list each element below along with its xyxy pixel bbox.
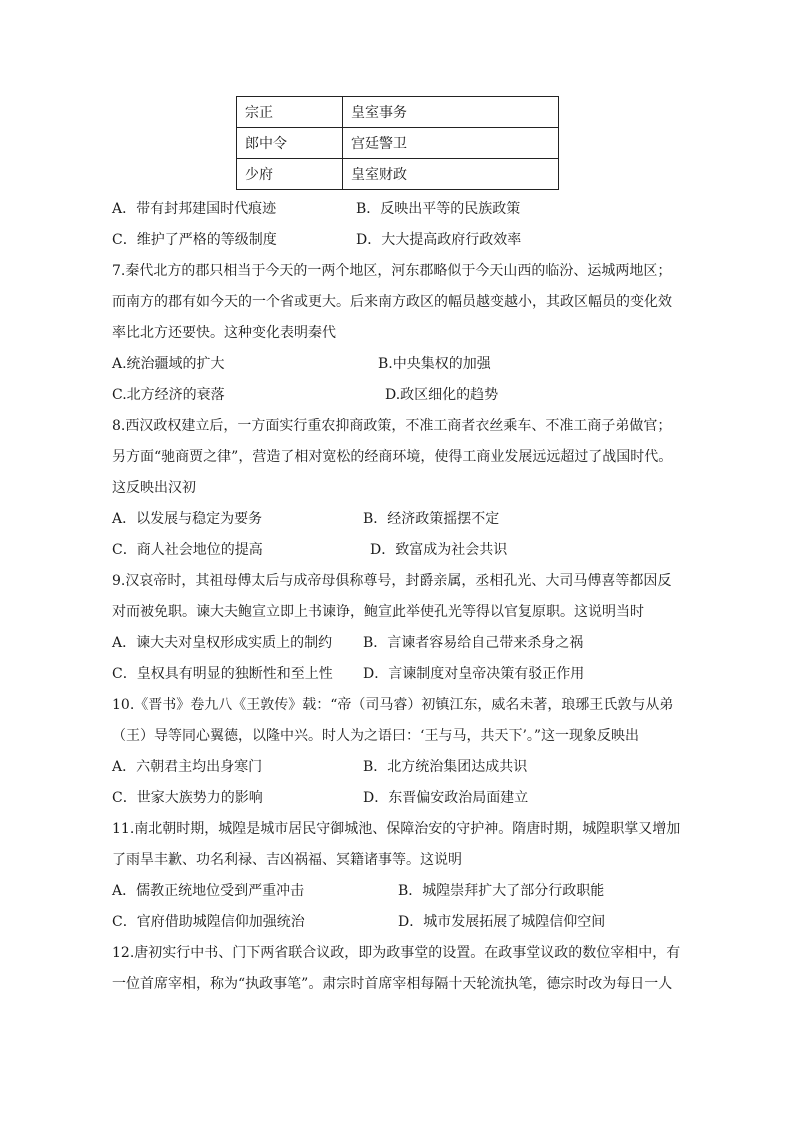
q8-option-b: B．经济政策摇摆不定 bbox=[363, 511, 500, 527]
q10-option-b: B．北方统治集团达成共识 bbox=[363, 759, 528, 775]
table-row bbox=[237, 128, 559, 159]
q8-option-d: D．致富成为社会共识 bbox=[370, 542, 508, 558]
q6-option-d: D．大大提高政府行政效率 bbox=[356, 232, 522, 248]
office-cell: 少府 bbox=[237, 159, 343, 190]
q9-stem-line-1: 9.汉哀帝时，其祖母傅太后与成帝母俱称尊号，封爵亲属，丞相孔光、大司马傅喜等都因反 bbox=[112, 573, 672, 589]
q10-option-a: A．六朝君主均出身寒门 bbox=[112, 759, 263, 775]
q6-option-a: A．带有封邦建国时代痕迹 bbox=[112, 201, 277, 217]
duty-cell: 皇室财政 bbox=[343, 159, 559, 190]
q9-option-d: D．言谏制度对皇帝决策有驳正作用 bbox=[363, 666, 585, 682]
q11-option-c: C．官府借助城隍信仰加强统治 bbox=[112, 914, 305, 930]
q8-option-a: A．以发展与稳定为要务 bbox=[112, 511, 263, 527]
official-duty-table bbox=[236, 96, 559, 190]
duty-cell: 皇室事务 bbox=[343, 97, 559, 128]
q10-option-d: D．东晋偏安政治局面建立 bbox=[363, 790, 529, 806]
q9-stem-line-2: 对而被免职。谏大夫鲍宣立即上书谏诤，鲍宣此举使孔光等得以官复原职。这说明当时 bbox=[112, 604, 644, 620]
q7-option-b: B.中央集权的加强 bbox=[378, 356, 491, 372]
q8-stem-line-1: 8.西汉政权建立后，一方面实行重农抑商政策，不准工商者衣丝乘车、不准工商子弟做官； bbox=[112, 418, 672, 434]
q11-option-b: B．城隍崇拜扩大了部分行政职能 bbox=[398, 883, 605, 899]
table-row bbox=[237, 97, 559, 128]
office-cell: 郎中令 bbox=[237, 128, 343, 159]
q12-stem-line-2: 一位首席宰相，称为“执政事笔”。肃宗时首席宰相每隔十天轮流执笔，德宗时改为每日一人 bbox=[112, 976, 673, 992]
q11-option-d: D．城市发展拓展了城隍信仰空间 bbox=[398, 914, 606, 930]
q6-option-c: C．维护了严格的等级制度 bbox=[112, 232, 277, 248]
q7-stem-line-2: 而南方的郡有如今天的一个省或更大。后来南方政区的幅员越变越小，其政区幅员的变化效 bbox=[112, 294, 672, 310]
table-row bbox=[237, 159, 559, 190]
q9-option-b: B．言谏者容易给自己带来杀身之祸 bbox=[363, 635, 584, 651]
q10-option-c: C．世家大族势力的影响 bbox=[112, 790, 263, 806]
q11-option-a: A．儒教正统地位受到严重冲击 bbox=[112, 883, 305, 899]
office-cell: 宗正 bbox=[237, 97, 343, 128]
q7-option-c: C.北方经济的衰落 bbox=[112, 387, 225, 403]
q8-stem-line-3: 这反映出汉初 bbox=[112, 480, 196, 496]
q6-option-b: B．反映出平等的民族政策 bbox=[356, 201, 521, 217]
q7-option-d: D.政区细化的趋势 bbox=[385, 387, 499, 403]
q10-stem-line-1: 10.《晋书》卷九八《王敦传》载：“帝（司马睿）初镇江东，威名未著，琅琊王氏敦与从弟 bbox=[112, 697, 674, 713]
q9-option-c: C．皇权具有明显的独断性和至上性 bbox=[112, 666, 333, 682]
q8-stem-line-2: 另方面“驰商贾之律”，营造了相对宽松的经商环境，使得工商业发展远远超过了战国时代。 bbox=[112, 449, 673, 465]
q7-option-a: A.统治疆域的扩大 bbox=[112, 356, 225, 372]
q7-stem-line-1: 7.秦代北方的郡只相当于今天的一两个地区，河东郡略似于今天山西的临汾、运城两地区； bbox=[112, 263, 672, 279]
q10-stem-line-2: （王）导等同心翼德，以隆中兴。时人为之语曰：‘王与马，共天下’。”这一现象反映出 bbox=[112, 728, 640, 744]
q9-option-a: A．谏大夫对皇权形成实质上的制约 bbox=[112, 635, 333, 651]
q11-stem-line-2: 了雨旱丰歉、功名利禄、吉凶祸福、冥籍诸事等。这说明 bbox=[112, 852, 462, 868]
q12-stem-line-1: 12.唐初实行中书、门下两省联合议政，即为政事堂的设置。在政事堂议政的数位宰相中，有 bbox=[112, 945, 681, 961]
q7-stem-line-3: 率比北方还要快。这种变化表明秦代 bbox=[112, 325, 336, 341]
q8-option-c: C．商人社会地位的提高 bbox=[112, 542, 263, 558]
q11-stem-line-1: 11.南北朝时期，城隍是城市居民守御城池、保障治安的守护神。隋唐时期，城隍职掌又增加 bbox=[112, 821, 681, 837]
duty-cell: 宫廷警卫 bbox=[343, 128, 559, 159]
